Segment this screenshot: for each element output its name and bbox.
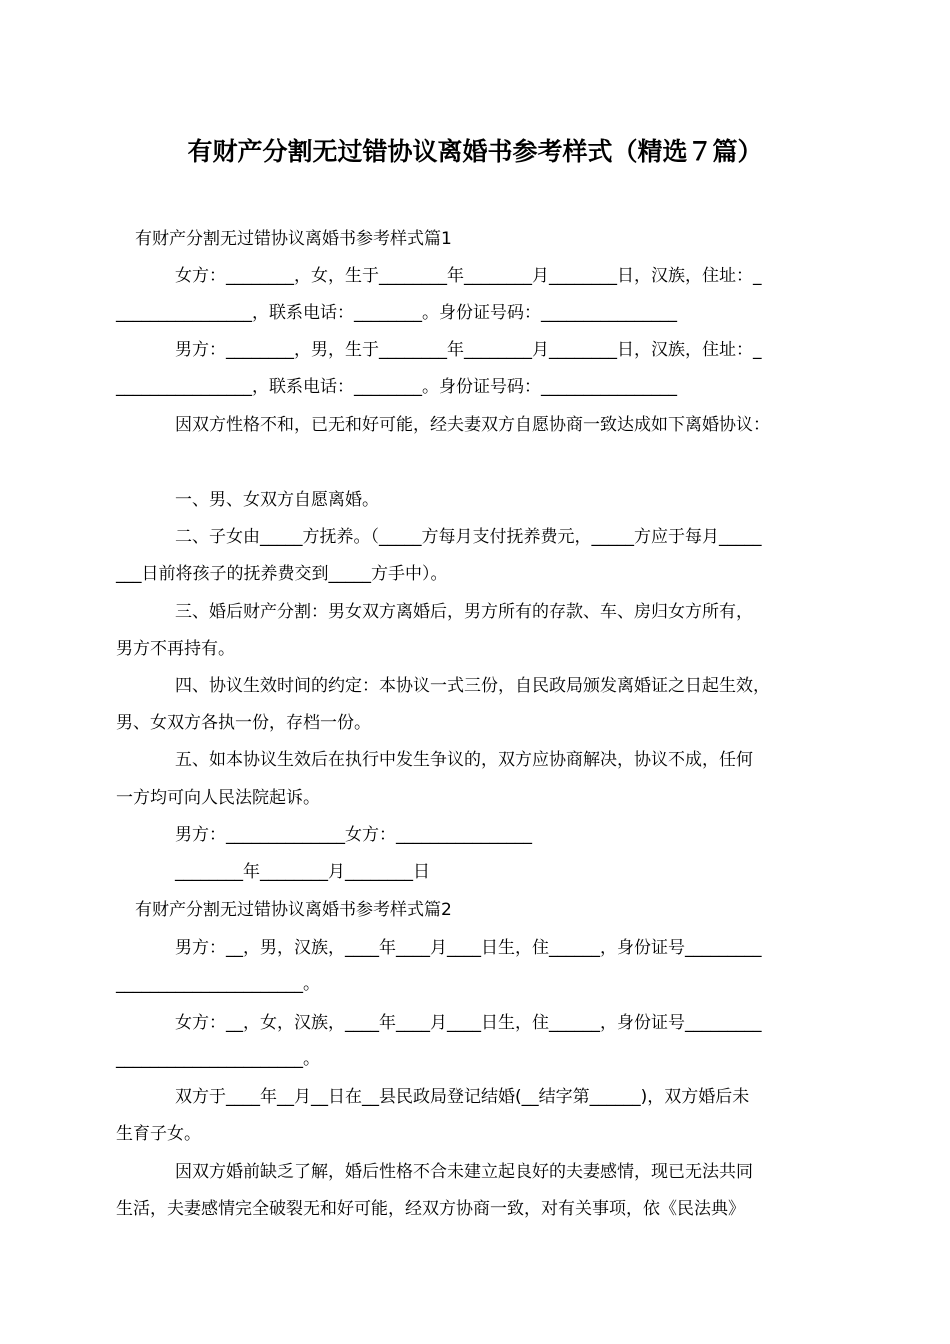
paragraph-line: 男、女双方各执一份，存档一份。: [116, 713, 371, 733]
paragraph-line: 因双方性格不和，已无和好可能，经夫妻双方自愿协商一致达成如下离婚协议：: [175, 415, 770, 435]
date-line: ________年________月________日: [175, 862, 430, 882]
paragraph-line: ______________________。: [116, 1049, 320, 1069]
paragraph-line: 男方：________，男，生于________年________月________日，汉族，住址：_: [175, 340, 762, 360]
paragraph-line: 因双方婚前缺乏了解，婚后性格不合未建立起良好的夫妻感情，现已无法共同: [175, 1162, 753, 1182]
paragraph-line: ___日前将孩子的抚养费交到_____方手中）。: [116, 564, 448, 584]
paragraph-line: 二、子女由_____方抚养。（_____方每月支付抚养费元，_____方应于每月_____: [175, 527, 762, 547]
paragraph-line: 三、婚后财产分割：男女双方离婚后，男方所有的存款、车、房归女方所有，: [175, 602, 753, 622]
paragraph-line: 男方不再持有。: [116, 639, 235, 659]
paragraph-line: 双方于____年__月__日在__县民政局登记结婚(__结字第______)，双方婚后未: [175, 1087, 750, 1107]
paragraph-line: 女方：________，女，生于________年________月________日，汉族，住址：_: [175, 266, 762, 286]
paragraph-line: 女方：__，女，汉族，____年____月____日生，住______，身份证号_________: [175, 1013, 762, 1033]
paragraph-line: ________________，联系电话：________。身份证号码：________________: [116, 303, 677, 323]
paragraph-line: 男方：__，男，汉族，____年____月____日生，住______，身份证号_________: [175, 938, 762, 958]
section-2-heading: 有财产分割无过错协议离婚书参考样式篇2: [135, 900, 452, 920]
paragraph-line: 生育子女。: [116, 1124, 201, 1144]
document-title: 有财产分割无过错协议离婚书参考样式（精选７篇）: [187, 137, 763, 166]
paragraph-line: ________________，联系电话：________。身份证号码：________________: [116, 377, 677, 397]
paragraph-line: 一方均可向人民法院起诉。: [116, 788, 320, 808]
paragraph-line: 一、男、女双方自愿离婚。: [175, 490, 379, 510]
paragraph-line: 五、如本协议生效后在执行中发生争议的，双方应协商解决，协议不成，任何: [175, 750, 753, 770]
signature-line: 男方：______________女方：________________: [175, 825, 532, 845]
paragraph-line: 生活，夫妻感情完全破裂无和好可能，经双方协商一致，对有关事项，依《民法典》: [116, 1199, 745, 1219]
paragraph-line: 四、协议生效时间的约定：本协议一式三份，自民政局颁发离婚证之日起生效，: [175, 676, 770, 696]
paragraph-line: ______________________。: [116, 974, 320, 994]
section-1-heading: 有财产分割无过错协议离婚书参考样式篇1: [135, 229, 452, 249]
